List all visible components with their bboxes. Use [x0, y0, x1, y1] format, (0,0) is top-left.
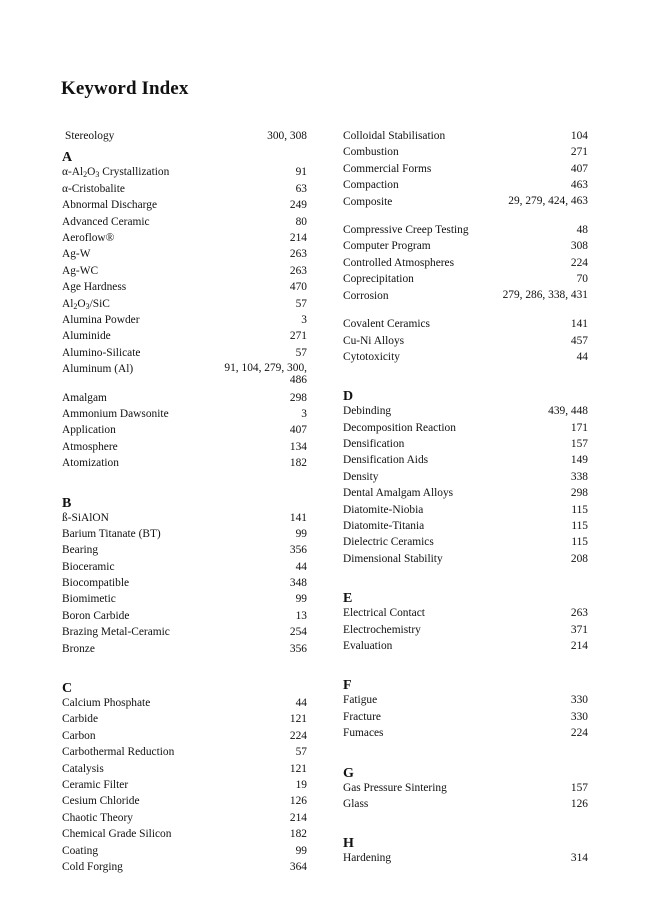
entry-pages: 214 [570, 639, 588, 652]
index-entry [62, 746, 307, 762]
index-entry [343, 422, 588, 438]
entry-pages: 224 [289, 729, 307, 742]
index-entry [62, 812, 307, 828]
section-gap [62, 474, 307, 492]
entry-pages: 134 [289, 440, 307, 453]
entry-term: Compressive Creep Testing [343, 224, 469, 237]
entry-pages: 364 [289, 860, 307, 873]
entry-pages: 263 [570, 607, 588, 620]
index-entry [62, 248, 307, 264]
index-entry [62, 457, 307, 473]
entry-pages: 249 [289, 199, 307, 212]
section-c [62, 697, 307, 877]
entry-term: Stereology [65, 130, 115, 142]
entry-term: Debinding [343, 405, 392, 418]
entry-pages: 457 [570, 334, 588, 347]
entry-term: Dental Amalgam Alloys [343, 487, 454, 500]
index-column-left [62, 130, 307, 877]
entry-term: Carbon [62, 729, 96, 742]
entry-pages: 70 [576, 273, 588, 286]
section-letter-g: G [343, 765, 354, 781]
entry-pages: 157 [570, 781, 588, 794]
index-entry [62, 512, 307, 528]
index-entry [343, 852, 588, 868]
index-entry [343, 454, 588, 470]
section-f [343, 694, 588, 743]
entry-term: ß-SiAlON [62, 511, 109, 524]
index-entry [62, 183, 307, 199]
index-entry [343, 335, 588, 351]
index-entry [343, 240, 588, 256]
entry-pages: 308 [570, 240, 588, 253]
entry-term: Diatomite-Titania [343, 520, 425, 533]
index-entry [62, 441, 307, 457]
section-letter-d: D [343, 389, 354, 405]
section-gap [62, 659, 307, 677]
index-entry [62, 408, 307, 424]
index-entry [343, 351, 588, 367]
section-c-continued [343, 130, 588, 367]
entry-term: Computer Program [343, 240, 431, 253]
entry-pages: 439, 448 [548, 405, 588, 418]
entry-pages: 407 [289, 424, 307, 437]
entry-pages: 338 [570, 470, 588, 483]
entry-term: Advanced Ceramic [62, 215, 150, 228]
entry-pages: 80 [295, 215, 307, 228]
section-letter-f: F [343, 678, 352, 694]
entry-pages: 13 [295, 609, 307, 622]
entry-pages: 126 [289, 795, 307, 808]
entry-pages: 330 [570, 694, 588, 707]
entry-term: Dimensional Stability [343, 552, 443, 565]
entry-term: Brazing Metal-Ceramic [62, 626, 170, 639]
entry-pages: 263 [289, 248, 307, 261]
index-entry [62, 392, 307, 408]
index-entry [62, 730, 307, 746]
index-entry [343, 163, 588, 179]
entry-pages: 171 [570, 421, 588, 434]
entry-term: Calcium Phosphate [62, 697, 151, 710]
entry-term: Decomposition Reaction [343, 421, 456, 434]
entry-pages: 44 [295, 697, 307, 710]
section-b [62, 512, 307, 660]
entry-pages: 57 [295, 746, 307, 759]
entry-pages: 298 [570, 487, 588, 500]
index-entry [343, 196, 588, 225]
entry-term: Chemical Grade Silicon [62, 828, 172, 841]
entry-term: Cold Forging [62, 860, 123, 873]
entry-term: Densification [343, 438, 405, 451]
entry-pages: 407 [570, 162, 588, 175]
entry-pages: 57 [295, 346, 307, 359]
entry-pages: 91 [295, 166, 307, 179]
entry-pages: 254 [289, 626, 307, 639]
section-e [343, 607, 588, 656]
entry-term: Dielectric Ceramics [343, 536, 434, 549]
entry-term: Coating [62, 844, 99, 857]
entry-term: Bronze [62, 642, 95, 655]
entry-pages: 63 [295, 182, 307, 195]
index-entry [62, 166, 307, 182]
entry-term: Coprecipitation [343, 273, 414, 286]
index-entry [62, 713, 307, 729]
index-entry [343, 553, 588, 569]
entry-term: Ag-W [62, 248, 91, 261]
index-entry [62, 281, 307, 297]
entry-pages: 115 [571, 520, 588, 533]
index-entry [343, 487, 588, 503]
entry-term: Colloidal Stabilisation [343, 130, 446, 142]
entry-pages: 224 [570, 256, 588, 269]
index-entry [62, 347, 307, 363]
section-letter-b: B [62, 495, 72, 511]
entry-term: Densification Aids [343, 454, 429, 467]
entry-term: Aluminide [62, 330, 111, 343]
entry-term: Age Hardness [62, 281, 127, 294]
index-entry [343, 273, 588, 289]
section-g [343, 782, 588, 815]
entry-pages: 3 [301, 313, 307, 326]
entry-pages: 29, 279, 424, 463 [508, 194, 588, 207]
entry-term: Boron Carbide [62, 609, 130, 622]
entry-pages: 121 [289, 713, 307, 726]
entry-pages: 314 [570, 852, 588, 865]
entry-term: Cesium Chloride [62, 795, 140, 808]
index-entry [62, 199, 307, 215]
entry-pages: 224 [570, 727, 588, 740]
index-entry [62, 544, 307, 560]
index-entry [343, 782, 588, 798]
index-entry [62, 528, 307, 544]
section-a [62, 166, 307, 473]
entry-term: Gas Pressure Sintering [343, 781, 447, 794]
entry-pages: 141 [570, 318, 588, 331]
index-entry [62, 610, 307, 626]
entry-pages: 330 [570, 710, 588, 723]
index-entry [343, 130, 588, 146]
entry-pages: 463 [570, 179, 588, 192]
entry-term: Controlled Atmospheres [343, 256, 455, 269]
section-gap [343, 744, 588, 762]
index-entry [343, 624, 588, 640]
entry-term: Covalent Ceramics [343, 318, 430, 331]
entry-term: Composite [343, 195, 393, 208]
entry-term: Amalgam [62, 391, 107, 404]
entry-term: Alumina Powder [62, 313, 140, 326]
index-entry [62, 330, 307, 346]
entry-term: Barium Titanate (BT) [62, 527, 161, 540]
section-gap [343, 367, 588, 385]
index-column-right [343, 130, 588, 869]
entry-pages: 214 [289, 231, 307, 244]
entry-term: Biomimetic [62, 593, 116, 606]
entry-term: Cu-Ni Alloys [343, 334, 405, 347]
entry-term: Hardening [343, 852, 392, 865]
entry-term: $\alpha-Al_2O_3$ Crystallization [62, 166, 170, 180]
entry-pages: 115 [571, 503, 588, 516]
section-letter-h: H [343, 836, 354, 852]
index-entry [62, 577, 307, 593]
entry-pages: 348 [289, 577, 307, 590]
index-entry [62, 561, 307, 577]
entry-term: Ceramic Filter [62, 779, 129, 791]
section-letter-a: A [62, 150, 73, 166]
entry-term: Ag-WC [62, 264, 99, 277]
index-entry [62, 363, 307, 392]
entry-term: Electrical Contact [343, 607, 425, 620]
index-entry [343, 798, 588, 814]
entry-pages: 91, 104, 279, 300, 486 [224, 362, 307, 386]
entry-pages: 279, 286, 338, 431 [502, 288, 588, 301]
entry-pages: 157 [570, 438, 588, 451]
entry-term: Bioceramic [62, 560, 115, 573]
entry-pages: 115 [571, 536, 588, 549]
index-entry [62, 861, 307, 877]
entry-term: Fracture [343, 710, 381, 723]
entry-term: Atomization [62, 457, 119, 470]
entry-term: Compaction [343, 179, 399, 192]
index-entry [343, 179, 588, 195]
entry-pages: 271 [570, 146, 588, 159]
index-entry [62, 763, 307, 779]
entry-pages: 141 [289, 511, 307, 524]
entry-term: Bearing [62, 544, 99, 557]
entry-term: α-Cristobalite [62, 182, 125, 195]
index-entry [343, 318, 588, 334]
entry-term: Abnormal Discharge [62, 199, 158, 212]
entry-pages: 99 [295, 527, 307, 540]
index-entry [62, 265, 307, 281]
section-gap [343, 656, 588, 674]
index-entry [62, 795, 307, 811]
entry-pages: 57 [295, 297, 307, 310]
index-entry [62, 298, 307, 314]
entry-pages: 470 [289, 281, 307, 294]
index-entry [343, 146, 588, 162]
entry-pages: 182 [289, 828, 307, 841]
entry-term: Alumino-Silicate [62, 346, 141, 359]
entry-pages: 48 [576, 224, 588, 237]
entry-term: Chaotic Theory [62, 811, 133, 824]
entry-term: Cytotoxicity [343, 350, 400, 363]
section-gap [343, 814, 588, 832]
index-entry [343, 727, 588, 743]
index-entry [62, 424, 307, 440]
entry-term: Corrosion [343, 289, 389, 302]
entry-term: Fatigue [343, 694, 378, 707]
page-title: Keyword Index [61, 78, 189, 99]
index-entry [343, 290, 588, 319]
entry-term: Application [62, 424, 116, 437]
index-entry [62, 232, 307, 248]
index-entry [62, 779, 307, 795]
entry-term: Ammonium Dawsonite [62, 407, 169, 420]
index-entry [62, 697, 307, 713]
entry-pages: 356 [289, 642, 307, 655]
index-entry [343, 520, 588, 536]
entry-term: Biocompatible [62, 577, 130, 590]
entry-term: Atmosphere [62, 440, 118, 453]
entry-pages: 126 [570, 797, 588, 810]
index-entry [343, 694, 588, 710]
entry-term: Commercial Forms [343, 162, 432, 175]
entry-term: Aluminum (Al) [62, 363, 134, 376]
entry-pages: 3 [301, 407, 307, 420]
index-entry [343, 471, 588, 487]
entry-pages: 99 [295, 844, 307, 857]
index-entry [62, 626, 307, 642]
entry-pages: 104 [570, 130, 588, 142]
index-entry [62, 216, 307, 232]
entry-term: Evaluation [343, 639, 393, 652]
index-entry [343, 607, 588, 623]
section-gap [343, 569, 588, 587]
entry-pages: 44 [295, 560, 307, 573]
entry-pages: 19 [295, 779, 307, 791]
section-d [343, 405, 588, 569]
entry-term: Carbide [62, 713, 99, 726]
index-entry [62, 593, 307, 609]
entry-pages: 214 [289, 811, 307, 824]
section-letter-c: C [62, 681, 73, 697]
entry-term: Aeroflow® [62, 231, 115, 244]
index-entry [62, 130, 307, 146]
entry-pages: 121 [289, 762, 307, 775]
entry-pages: 263 [289, 264, 307, 277]
entry-term: Electrochemistry [343, 623, 421, 636]
section-letter-e: E [343, 591, 353, 607]
entry-pages: 182 [289, 457, 307, 470]
entry-pages: 371 [570, 623, 588, 636]
entry-term: Glass [343, 797, 369, 810]
entry-pages: 208 [570, 552, 588, 565]
index-entry [343, 405, 588, 421]
entry-pages: 300, 308 [267, 130, 307, 142]
index-entry [343, 504, 588, 520]
index-entry [343, 257, 588, 273]
entry-term: Catalysis [62, 762, 104, 775]
entry-pages: 149 [570, 454, 588, 467]
section-h [343, 852, 588, 868]
entry-term: Diatomite-Niobia [343, 503, 424, 516]
index-entry [343, 711, 588, 727]
entry-pages: 356 [289, 544, 307, 557]
entry-term: Combustion [343, 146, 399, 159]
index-entry [343, 640, 588, 656]
index-entry [62, 643, 307, 659]
index-entry [62, 314, 307, 330]
entry-term: Carbothermal Reduction [62, 746, 175, 759]
index-entry [62, 828, 307, 844]
index-entry [343, 438, 588, 454]
entry-pages: 271 [289, 330, 307, 343]
index-entry [343, 536, 588, 552]
entry-pages: 298 [289, 391, 307, 404]
entry-pages: 99 [295, 593, 307, 606]
entry-term: Fumaces [343, 727, 384, 740]
entry-term: Density [343, 470, 379, 483]
entry-term: $Al_2O_3$/SiC [62, 297, 110, 311]
index-entry [343, 224, 588, 240]
entry-pages: 44 [576, 350, 588, 363]
index-entry [62, 845, 307, 861]
